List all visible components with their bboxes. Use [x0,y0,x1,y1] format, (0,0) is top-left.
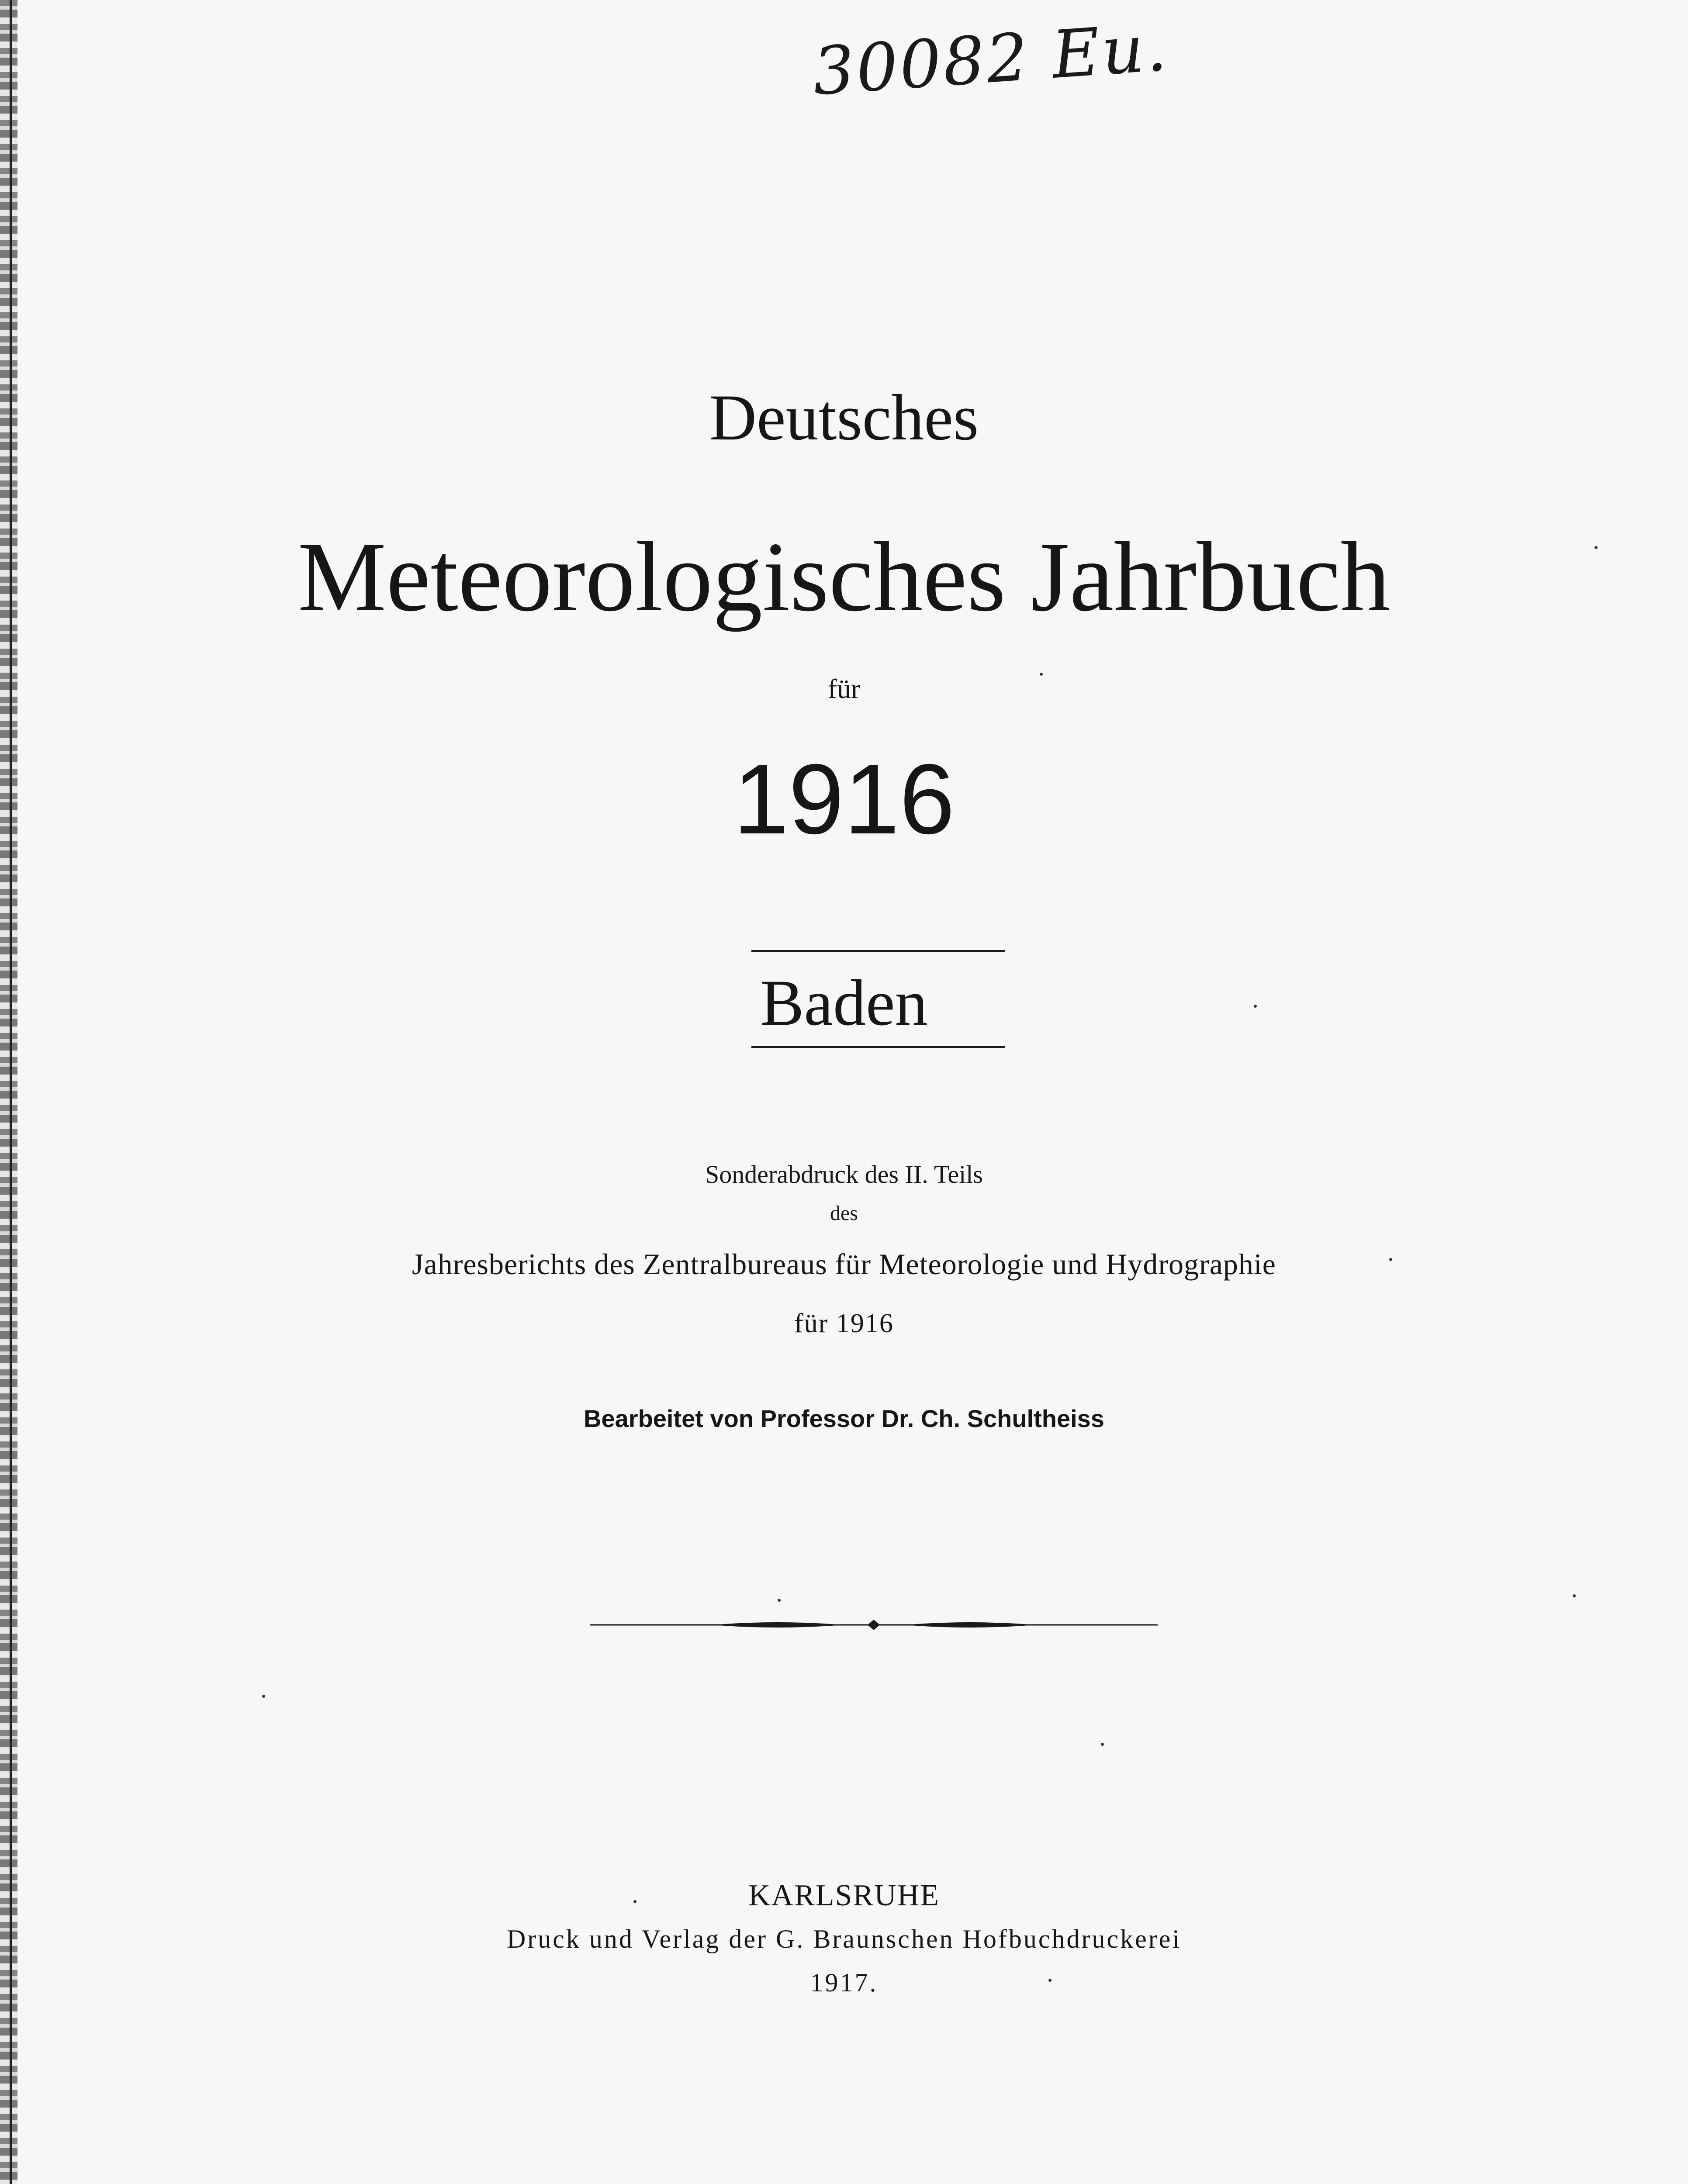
scan-speck [1040,673,1043,676]
scan-speck [1048,1979,1052,1982]
region-rule-top [751,950,1005,952]
subtitle-line-3: Jahresberichts des Zentralbureaus für Meteorologie und Hydrographie [412,1248,1276,1281]
imprint-year: 1917. [810,1968,878,1997]
imprint-city: KARLSRUHE [748,1879,940,1912]
subtitle-line-4: für 1916 [794,1309,894,1338]
binding-edge [0,0,17,2184]
imprint-printer: Druck und Verlag der G. Braunschen Hofbuchdruckerei [506,1925,1182,1953]
author-line: Bearbeitet von Professor Dr. Ch. Schultheiss [584,1405,1104,1432]
scan-speck [778,1599,781,1602]
scan-speck [1389,1258,1392,1261]
scan-speck [633,1900,636,1903]
scan-speck [1101,1743,1104,1746]
scan-speck [1595,546,1598,549]
subtitle-line-1: Sonderabdruck des II. Teils [705,1160,983,1189]
title-fuer: für [827,673,861,704]
binding-rule [10,0,12,2184]
scan-speck [1573,1594,1576,1597]
ornamental-divider [590,1612,1158,1638]
handwritten-catalog-number: 30082 Eu. [810,9,1171,111]
title-year: 1916 [733,744,955,855]
region-rule-bottom [751,1046,1005,1048]
region-title: Baden [760,967,928,1039]
title-line-deutsches: Deutsches [709,381,979,454]
scan-speck [262,1695,265,1698]
scan-speck [1254,1005,1257,1008]
subtitle-line-2: des [830,1202,858,1225]
title-line-meteorologisches-jahrbuch: Meteorologisches Jahrbuch [297,522,1391,632]
